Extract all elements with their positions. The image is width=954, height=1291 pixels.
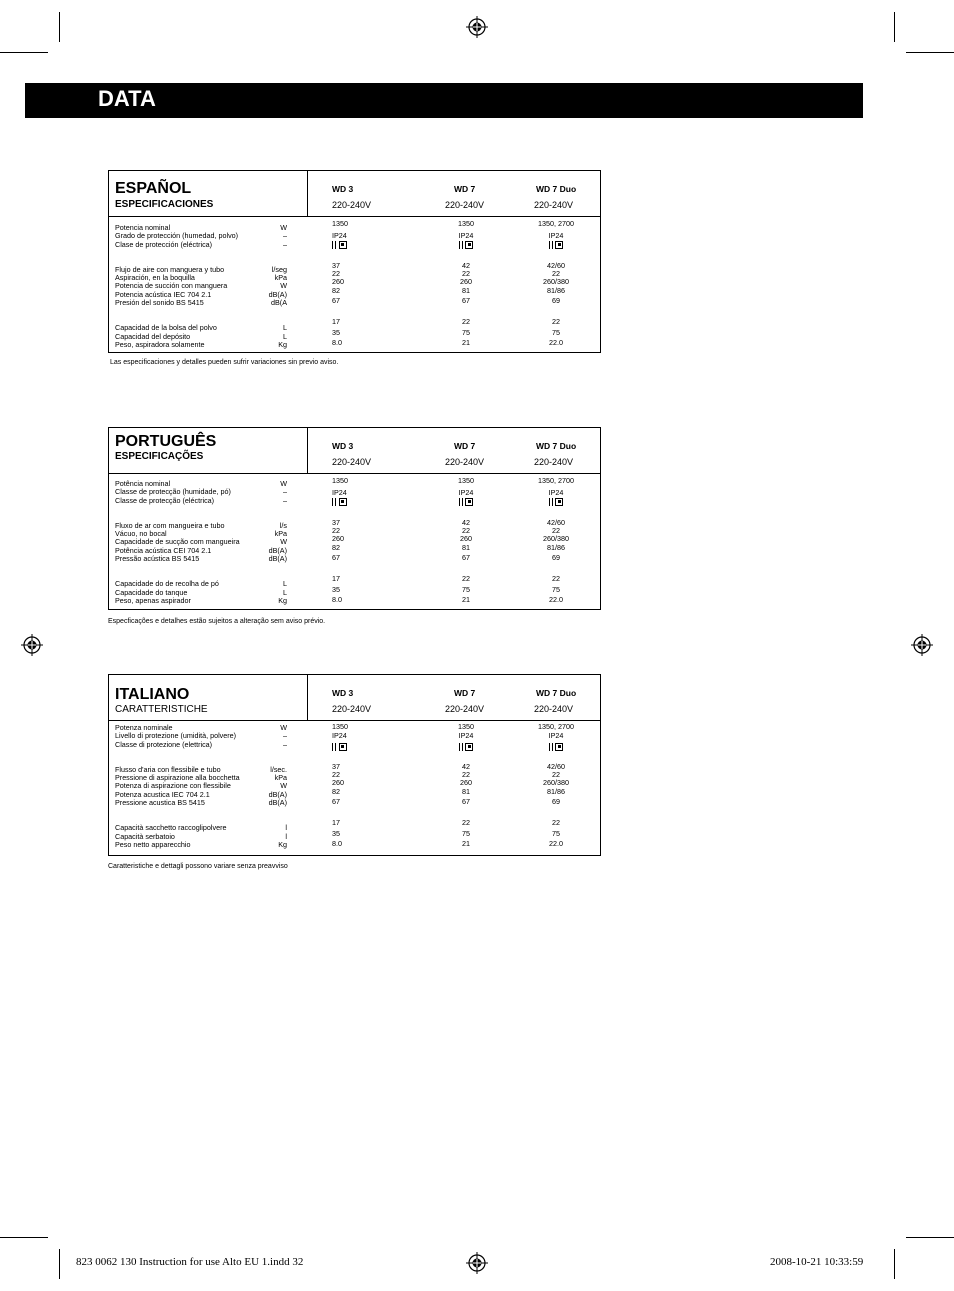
spec-unit: Kg (278, 839, 287, 849)
spec-units (249, 480, 287, 605)
spec-label: Presión del sonido BS 5415 (115, 298, 204, 308)
registration-mark-icon (466, 16, 488, 38)
spec-label: Capacidade do de recolha de pó (115, 579, 219, 589)
value-cell: 67 (332, 797, 340, 807)
model-name-wd3: WD 3 (332, 184, 354, 194)
value-cell: 81 (462, 542, 470, 552)
spec-unit: dB(A (271, 298, 287, 308)
value-cell: 81 (462, 285, 470, 295)
value-cell: 22 (462, 317, 470, 327)
value-cell: 67 (462, 296, 470, 306)
spec-unit: L (283, 579, 287, 589)
value-cell: 22.0 (549, 337, 563, 347)
spec-label: Peso netto apparecchio (115, 839, 191, 849)
class-ii-icon (459, 743, 474, 751)
spec-label: Clase de protección (eléctrica) (115, 239, 213, 249)
crop-mark (906, 52, 954, 53)
spec-label: Capacità serbatoio (115, 831, 175, 841)
spec-label: Potencia nominal (115, 223, 171, 232)
model-name-wd7duo: WD 7 Duo (536, 184, 577, 194)
spec-label: Vácuo, no bocal (115, 529, 167, 539)
values-wd7duo (531, 220, 581, 347)
value-cell: IP24 (332, 231, 347, 241)
model-voltage-wd7: 220-240V (445, 457, 485, 467)
spec-unit: l (285, 823, 287, 833)
spec-label: Pressione acustica BS 5415 (115, 798, 205, 808)
spec-unit: L (283, 331, 287, 341)
value-cell: 17 (332, 818, 340, 828)
value-cell: 75 (462, 828, 470, 838)
model-voltage-wd7duo: 220-240V (534, 200, 574, 210)
value-cell: 75 (462, 584, 470, 594)
spec-unit: – (283, 739, 287, 749)
value-cell: 22 (552, 526, 560, 536)
spec-unit: L (283, 587, 287, 597)
model-name-wd7duo: WD 7 Duo (536, 688, 577, 698)
class-ii-icon (332, 498, 347, 506)
value-cell: 75 (552, 327, 560, 337)
spec-unit: l/seg (271, 264, 287, 274)
spec-unit: W (280, 781, 287, 791)
value-cell: 1350 (332, 476, 348, 485)
spec-unit: dB(A) (268, 545, 287, 555)
spec-units (249, 224, 287, 349)
section-subtitle: CARATTERISTICHE (115, 704, 208, 715)
value-cell: 22 (462, 770, 470, 780)
section-subtitle: ESPECIFICACIONES (115, 199, 214, 210)
value-cell: 75 (462, 327, 470, 337)
value-cell: 22 (552, 317, 560, 327)
spec-label: Potenza nominale (115, 723, 173, 732)
class-ii-icon (549, 241, 564, 249)
value-cell: 21 (462, 337, 470, 347)
value-cell: 22.0 (549, 594, 563, 604)
spec-label: Fluxo de ar com mangueira e tubo (115, 520, 225, 530)
registration-mark-icon (21, 634, 43, 656)
crop-mark (0, 1237, 48, 1238)
value-cell: 22 (552, 269, 560, 279)
spec-label: Capacidad de la bolsa del polvo (115, 323, 217, 333)
value-cell: 22 (332, 269, 340, 279)
model-voltage-wd3: 220-240V (332, 457, 372, 467)
spec-label: Potenza di aspirazione con flessibile (115, 781, 231, 791)
model-name-wd7: WD 7 (454, 688, 476, 698)
value-cell: IP24 (548, 488, 564, 498)
spec-unit: W (280, 723, 287, 732)
model-voltage-wd3: 220-240V (332, 200, 372, 210)
class-ii-icon (332, 241, 347, 249)
spec-table-header (109, 675, 600, 721)
value-cell: 22 (552, 574, 560, 584)
spec-label: Flusso d'aria con flessibile e tubo (115, 764, 221, 774)
spec-labels (115, 480, 240, 605)
spec-unit: L (283, 323, 287, 333)
values-wd3 (332, 477, 348, 604)
values-wd3 (332, 220, 348, 347)
crop-mark (59, 1249, 60, 1279)
value-cell: 67 (462, 797, 470, 807)
model-voltage-wd7: 220-240V (445, 200, 485, 210)
spec-unit: – (283, 239, 287, 249)
language-title: PORTUGUÊS (115, 433, 217, 450)
footer-timestamp: 2008-10-21 10:33:59 (770, 1256, 864, 1268)
class-ii-icon (459, 498, 474, 506)
value-cell: 260 (460, 277, 472, 287)
class-ii-icon (549, 743, 564, 751)
value-cell: IP24 (548, 231, 564, 241)
model-name-wd7: WD 7 (454, 184, 476, 194)
spec-unit: – (283, 487, 287, 497)
value-cell: 35 (332, 584, 340, 594)
spec-label: Livello di protezione (umidità, polvere) (115, 731, 237, 741)
value-cell: 1350 (458, 722, 474, 731)
value-cell: 37 (332, 517, 340, 527)
value-cell: 81/86 (547, 285, 565, 295)
value-cell: 1350, 2700 (538, 722, 574, 731)
value-cell: 67 (462, 553, 470, 563)
spec-unit: Kg (278, 595, 287, 605)
value-cell: 22 (332, 526, 340, 536)
spec-unit: kPa (274, 773, 287, 783)
page-title: DATA (98, 86, 156, 111)
spec-unit: l (285, 831, 287, 841)
value-cell: 21 (462, 594, 470, 604)
values-wd7 (441, 477, 491, 604)
spec-unit: W (280, 281, 287, 291)
crop-mark (894, 1249, 895, 1279)
value-cell: 81/86 (547, 786, 565, 796)
spec-label: Grado de protección (humedad, polvo) (115, 231, 239, 241)
spec-table-header (109, 171, 600, 217)
class-ii-icon (459, 241, 474, 249)
spec-label: Potência nominal (115, 479, 171, 488)
value-cell: IP24 (332, 488, 347, 498)
spec-label: Classe di protezione (elettrica) (115, 739, 213, 749)
value-cell: 1350 (458, 219, 474, 228)
spec-unit: dB(A) (268, 798, 287, 808)
spec-label: Peso, apenas aspirador (115, 595, 191, 605)
model-name-wd7: WD 7 (454, 441, 476, 451)
spec-unit: W (280, 223, 287, 232)
crop-mark (906, 1237, 954, 1238)
value-cell: 1350, 2700 (538, 219, 574, 228)
divider (307, 171, 308, 216)
spec-label: Capacità sacchetto raccoglipolvere (115, 823, 227, 833)
spec-table-header (109, 428, 600, 474)
value-cell: 1350 (332, 219, 348, 228)
value-cell: 69 (552, 296, 560, 306)
spec-label: Capacidad del depósito (115, 331, 191, 341)
model-voltage-wd7duo: 220-240V (534, 704, 574, 714)
value-cell: 69 (552, 553, 560, 563)
spec-unit: – (283, 731, 287, 741)
value-cell: 42/60 (547, 260, 565, 270)
disclaimer-note: Especficações e detalhes estão sujeitos a alteração sem aviso prévio. (108, 618, 326, 625)
divider (307, 675, 308, 720)
values-wd7 (441, 723, 491, 848)
value-cell: 82 (332, 786, 340, 796)
value-cell: IP24 (332, 731, 347, 741)
spec-unit: W (280, 537, 287, 547)
class-ii-icon (549, 498, 564, 506)
value-cell: 35 (332, 828, 340, 838)
spec-label: Capacidade do tanque (115, 587, 188, 597)
spec-unit: – (283, 495, 287, 505)
spec-unit: kPa (274, 273, 287, 283)
model-name-wd3: WD 3 (332, 688, 354, 698)
spec-label: Classe de protecção (humidade, pó) (115, 487, 231, 497)
value-cell: 75 (552, 828, 560, 838)
value-cell: 22 (332, 770, 340, 780)
spec-unit: – (283, 231, 287, 241)
spec-labels (115, 724, 240, 849)
value-cell: 42 (462, 517, 470, 527)
value-cell: IP24 (458, 731, 474, 741)
spec-unit: Kg (278, 339, 287, 349)
value-cell: 42/60 (547, 761, 565, 771)
value-cell: 260 (332, 277, 344, 287)
spec-labels (115, 224, 238, 349)
spec-table-italian (108, 674, 601, 856)
model-voltage-wd3: 220-240V (332, 704, 372, 714)
spec-table-portuguese (108, 427, 601, 610)
value-cell: 42 (462, 260, 470, 270)
spec-label: Pressão acústica BS 5415 (115, 554, 200, 564)
section-subtitle: ESPECIFICAÇÕES (115, 451, 204, 462)
value-cell: 260/380 (543, 534, 569, 544)
value-cell: 22 (462, 818, 470, 828)
value-cell: IP24 (458, 488, 474, 498)
class-ii-icon (332, 743, 347, 751)
language-title: ESPAÑOL (115, 180, 192, 197)
value-cell: 35 (332, 327, 340, 337)
value-cell: 67 (332, 296, 340, 306)
spec-label: Pressione di aspirazione alla bocchetta (115, 773, 240, 783)
value-cell: 22 (462, 269, 470, 279)
spec-unit: W (280, 479, 287, 488)
value-cell: 22 (462, 574, 470, 584)
title-bar (25, 83, 863, 118)
value-cell: 260/380 (543, 778, 569, 788)
value-cell: 21 (462, 838, 470, 848)
value-cell: 260 (332, 534, 344, 544)
values-wd7duo (531, 723, 581, 848)
registration-mark-icon (911, 634, 933, 656)
spec-unit: kPa (274, 529, 287, 539)
spec-table-spanish (108, 170, 601, 353)
disclaimer-note: Las especificaciones y detalles pueden sufrir variaciones sin previo aviso. (110, 359, 339, 366)
model-voltage-wd7: 220-240V (445, 704, 485, 714)
registration-mark-icon (466, 1252, 488, 1274)
spec-label: Potência acústica CEI 704 2.1 (115, 545, 212, 555)
value-cell: 260 (460, 534, 472, 544)
value-cell: 17 (332, 317, 340, 327)
divider (307, 428, 308, 473)
value-cell: IP24 (548, 731, 564, 741)
spec-label: Potencia de succión con manguera (115, 281, 228, 291)
value-cell: 81/86 (547, 542, 565, 552)
crop-mark (59, 12, 60, 42)
model-name-wd7duo: WD 7 Duo (536, 441, 577, 451)
value-cell: 8.0 (332, 594, 342, 604)
spec-label: Peso, aspiradora solamente (115, 339, 205, 349)
value-cell: 42 (462, 761, 470, 771)
value-cell: 260 (332, 778, 344, 788)
spec-label: Potencia acústica IEC 704 2.1 (115, 289, 212, 299)
value-cell: 1350, 2700 (538, 476, 574, 485)
value-cell: 75 (552, 584, 560, 594)
value-cell: 37 (332, 260, 340, 270)
value-cell: 22 (552, 818, 560, 828)
value-cell: 82 (332, 285, 340, 295)
value-cell: 37 (332, 761, 340, 771)
spec-label: Potenza acustica IEC 704 2.1 (115, 789, 210, 799)
values-wd3 (332, 723, 348, 848)
value-cell: 82 (332, 542, 340, 552)
values-wd7 (441, 220, 491, 347)
language-title: ITALIANO (115, 686, 190, 703)
value-cell: 260 (460, 778, 472, 788)
model-voltage-wd7duo: 220-240V (534, 457, 574, 467)
spec-units (249, 724, 287, 849)
value-cell: 17 (332, 574, 340, 584)
spec-unit: dB(A) (268, 789, 287, 799)
value-cell: 67 (332, 553, 340, 563)
value-cell: 260/380 (543, 277, 569, 287)
spec-label: Capacidade de sucção com mangueira (115, 537, 240, 547)
disclaimer-note: Caratteristiche e dettagli possono variare senza preavviso (108, 863, 288, 870)
spec-unit: l/s (279, 520, 287, 530)
value-cell: 69 (552, 797, 560, 807)
value-cell: 8.0 (332, 838, 342, 848)
value-cell: IP24 (458, 231, 474, 241)
footer-file-info: 823 0062 130 Instruction for use Alto EU 1.indd 32 (76, 1256, 304, 1268)
spec-unit: dB(A) (268, 289, 287, 299)
value-cell: 42/60 (547, 517, 565, 527)
value-cell: 81 (462, 786, 470, 796)
value-cell: 1350 (458, 476, 474, 485)
crop-mark (0, 52, 48, 53)
value-cell: 1350 (332, 722, 348, 731)
spec-unit: dB(A) (268, 554, 287, 564)
spec-unit: l/sec. (270, 764, 287, 774)
value-cell: 22 (462, 526, 470, 536)
values-wd7duo (531, 477, 581, 604)
value-cell: 8.0 (332, 337, 342, 347)
model-name-wd3: WD 3 (332, 441, 354, 451)
spec-label: Aspiración, en la boquilla (115, 273, 195, 283)
spec-label: Classe de protecção (eléctrica) (115, 495, 215, 505)
crop-mark (894, 12, 895, 42)
value-cell: 22 (552, 770, 560, 780)
value-cell: 22.0 (549, 838, 563, 848)
spec-label: Flujo de aire con manguera y tubo (115, 264, 225, 274)
